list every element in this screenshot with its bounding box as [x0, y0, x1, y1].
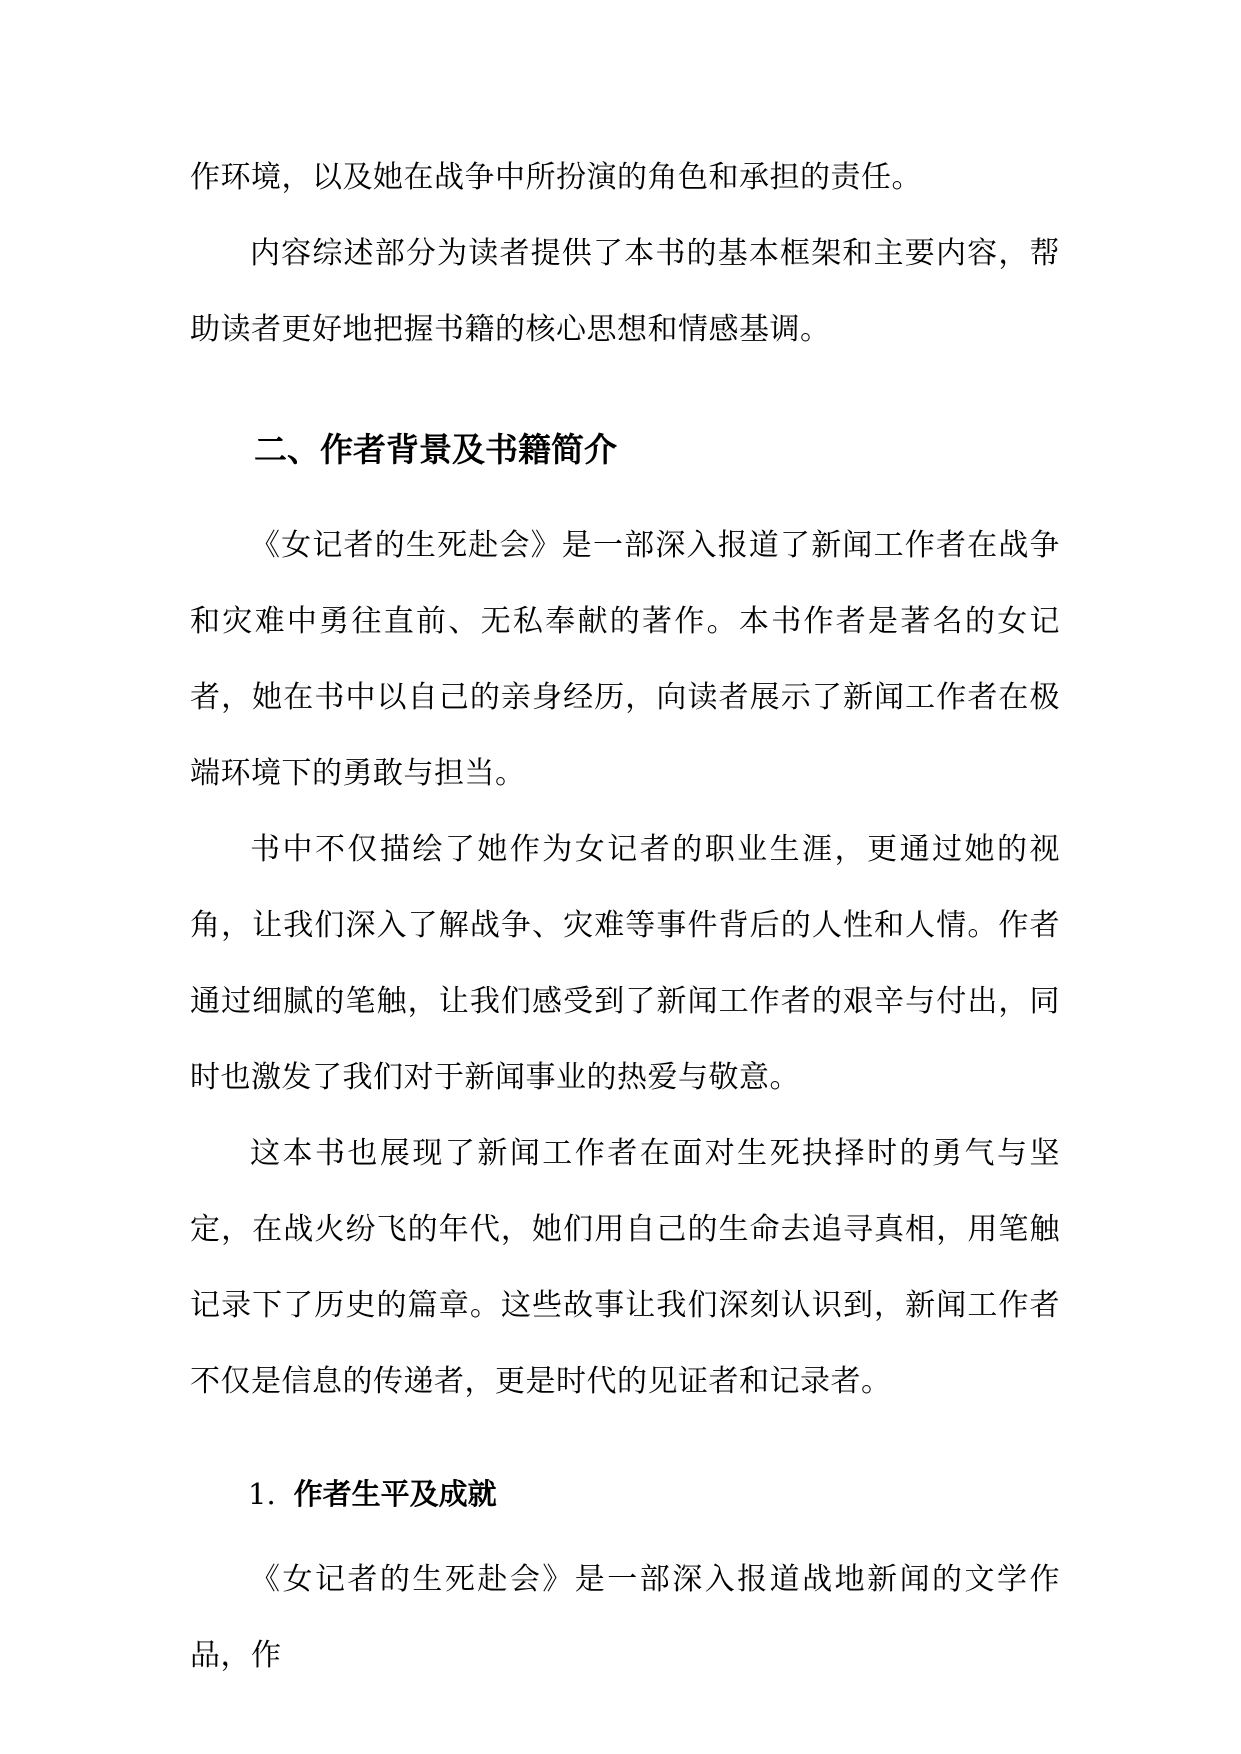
document-body — [190, 140, 1060, 1694]
paragraph-continued: 作环境，以及她在战争中所扮演的角色和承担的责任。 — [190, 160, 922, 195]
paragraph-book-intro: 《女记者的生死赴会》是一部深入报道了新闻工作者在战争和灾难中勇往直前、无私奉献的著作。本书作者是著名的女记者，她在书中以自己的亲身经历，向读者展示了新闻工作者在极端环境下的勇敢与担当。 — [190, 528, 1060, 791]
paragraph-summary: 内容综述部分为读者提供了本书的基本框架和主要内容，帮助读者更好地把握书籍的核心思想和情感基调。 — [190, 236, 1060, 347]
paragraph-work-intro: 《女记者的生死赴会》是一部深入报道战地新闻的文学作品，作 — [190, 1562, 1060, 1673]
paragraph-courage: 这本书也展现了新闻工作者在面对生死抉择时的勇气与坚定，在战火纷飞的年代，她们用自己的生命去追寻真相，用笔触记录下了历史的篇章。这些故事让我们深刻认识到，新闻工作者不仅是信息的传递者，更是时代的见证者和记录者。 — [190, 1136, 1060, 1399]
subsection-number: 1. — [248, 1477, 276, 1511]
subsection-title: 作者生平及成就 — [293, 1477, 497, 1511]
paragraph-career: 书中不仅描绘了她作为女记者的职业生涯，更通过她的视角，让我们深入了解战争、灾难等事件背后的人性和人情。作者通过细腻的笔触，让我们感受到了新闻工作者的艰辛与付出，同时也激发了我们对于新闻事业的热爱与敬意。 — [190, 832, 1060, 1095]
subsection-heading-author-life — [248, 1456, 1060, 1532]
section-heading-author-background: 二、作者背景及书籍简介 — [254, 430, 617, 469]
